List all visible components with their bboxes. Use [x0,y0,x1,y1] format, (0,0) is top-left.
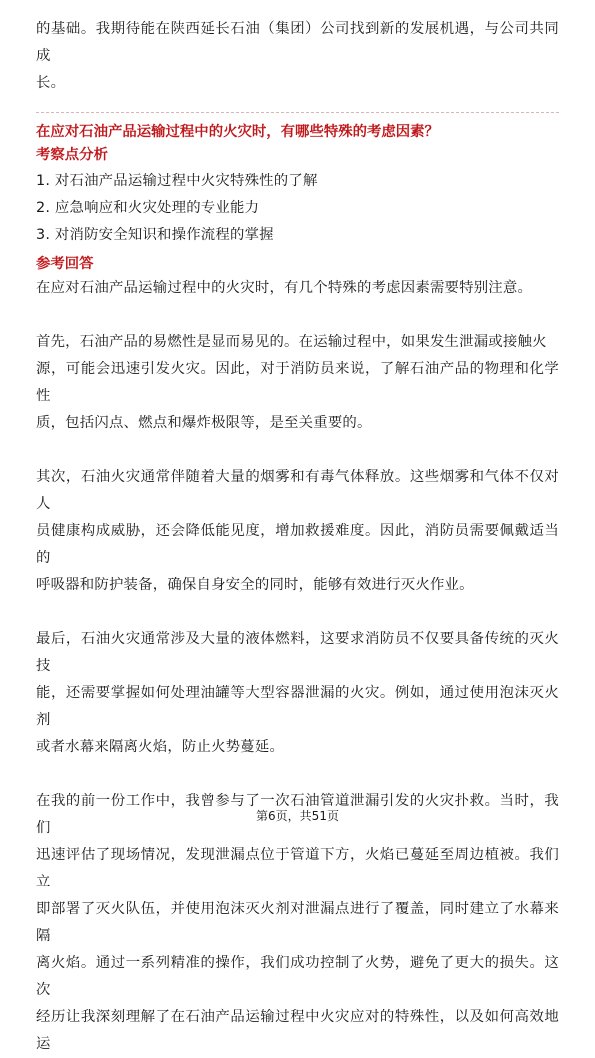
answer-paragraph [36,626,559,761]
answer-paragraph [36,464,559,599]
document-page [36,0,559,1058]
answer-line: 迅速评估了现场情况，发现泄漏点位于管道下方，火焰已蔓延至周边植被。我们立 [36,847,559,890]
answer-paragraph [36,275,559,302]
paragraph-gap [36,437,559,464]
intro-line-1: 的基础。我期待能在陕西延长石油（集团）公司找到新的发展机遇，与公司共同成 [36,21,559,64]
answer-heading: 参考回答 [36,256,94,272]
analysis-point: 1. 对石油产品运输过程中火灾特殊性的了解 [36,173,318,189]
answer-line: 即部署了灭火队伍，并使用泡沫灭火剂对泄漏点进行了覆盖，同时建立了水幕来隔 [36,901,559,944]
question-title: 在应对石油产品运输过程中的火灾时，有哪些特殊的考虑因素？ [36,124,439,140]
section-divider [36,112,559,113]
answer-line: 质，包括闪点、燃点和爆炸极限等，是至关重要的。 [36,415,372,431]
answer-line: 其次，石油火灾通常伴随着大量的烟雾和有毒气体释放。这些烟雾和气体不仅对人 [36,469,559,512]
answer-line: 在应对石油产品运输过程中的火灾时，有几个特殊的考虑因素需要特别注意。 [36,280,533,296]
answer-line: 首先，石油产品的易燃性是显而易见的。在运输过程中，如果发生泄漏或接触火 [36,334,547,350]
analysis-heading: 考察点分析 [36,147,108,163]
answer-paragraph [36,329,559,437]
analysis-points-list [36,168,559,249]
intro-line-2: 长。 [36,75,66,91]
answer-line: 最后，石油火灾通常涉及大量的液体燃料，这要求消防员不仅要具备传统的灭火技 [36,631,559,674]
paragraph-gap [36,302,559,329]
page-number-footer: 第6页，共51页 [256,809,339,823]
paragraph-gap [36,599,559,626]
answer-line: 离火焰。通过一系列精准的操作，我们成功控制了火势，避免了更大的损失。这次 [36,955,559,998]
answer-line: 在我的前一份工作中，我曾参与了一次石油管道泄漏引发的火灾扑救。当时，我们 [36,793,559,836]
answer-line: 经历让我深刻理解了在石油产品运输过程中火灾应对的特殊性，以及如何高效地运 [36,1009,559,1052]
answer-line: 或者水幕来隔离火焰，防止火势蔓延。 [36,739,285,755]
analysis-point: 3. 对消防安全知识和操作流程的掌握 [36,227,274,243]
analysis-point: 2. 应急响应和火灾处理的专业能力 [36,200,260,216]
answer-line: 员健康构成威胁，还会降低能见度，增加救援难度。因此，消防员需要佩戴适当的 [36,523,559,566]
answer-line: 呼吸器和防护装备，确保自身安全的同时，能够有效进行灭火作业。 [36,577,474,593]
answer-line: 能，还需要掌握如何处理油罐等大型容器泄漏的火灾。例如，通过使用泡沫灭火剂 [36,685,559,728]
answer-paragraph [36,788,559,1058]
answer-line: 源，可能会迅速引发火灾。因此，对于消防员来说，了解石油产品的物理和化学性 [36,361,559,404]
paragraph-gap [36,761,559,788]
